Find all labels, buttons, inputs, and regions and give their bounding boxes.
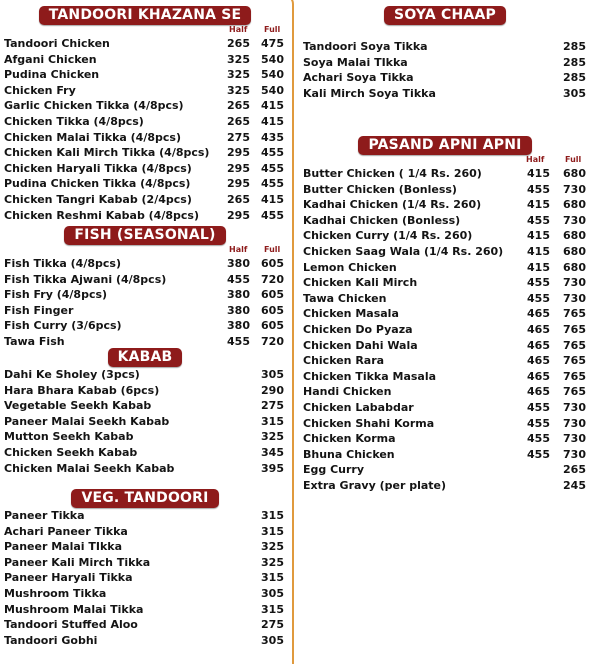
half-price: 380 bbox=[227, 303, 250, 317]
menu-item bbox=[300, 400, 590, 416]
item-name: Kali Mirch Soya Tikka bbox=[303, 86, 436, 100]
full-price: 730 bbox=[563, 276, 586, 290]
menu-item bbox=[0, 383, 290, 399]
item-name: Chicken Tikka Masala bbox=[303, 369, 437, 383]
menu-item bbox=[0, 461, 290, 477]
item-name: Achari Paneer Tikka bbox=[4, 524, 128, 538]
menu-item bbox=[300, 197, 590, 213]
menu-item bbox=[300, 244, 590, 260]
section-title: PASAND APNI APNI bbox=[358, 136, 531, 155]
full-price: 415 bbox=[261, 99, 284, 113]
half-price: 455 bbox=[527, 276, 550, 290]
menu-item bbox=[300, 431, 590, 447]
item-name: Chicken Saag Wala (1/4 Rs. 260) bbox=[303, 244, 504, 258]
item-name: Chicken Rara bbox=[303, 354, 385, 368]
item-name: Bhuna Chicken bbox=[303, 447, 395, 461]
item-name: Chicken Tangri Kabab (2/4pcs) bbox=[4, 192, 192, 206]
menu-item bbox=[300, 86, 590, 102]
item-name: Paneer Tikka bbox=[4, 509, 85, 522]
item-price: 290 bbox=[261, 383, 284, 397]
menu-section bbox=[300, 4, 590, 101]
menu-item bbox=[0, 570, 290, 586]
item-name: Mushroom Tikka bbox=[4, 586, 107, 600]
half-full-labels bbox=[300, 155, 590, 166]
half-price: 295 bbox=[227, 177, 250, 191]
item-name: Chicken Shahi Korma bbox=[303, 416, 435, 430]
item-name: Fish Fry (4/8pcs) bbox=[4, 288, 108, 302]
menu-item bbox=[0, 52, 290, 68]
menu-item bbox=[300, 70, 590, 86]
menu-item bbox=[0, 508, 290, 524]
full-price: 455 bbox=[261, 161, 284, 175]
menu-item bbox=[300, 291, 590, 307]
item-name: Tandoori Chicken bbox=[4, 37, 110, 50]
menu-item bbox=[0, 36, 290, 52]
menu-item bbox=[0, 586, 290, 602]
menu-item bbox=[0, 145, 290, 161]
item-name: Chicken Curry (1/4 Rs. 260) bbox=[303, 229, 473, 243]
menu-item bbox=[0, 161, 290, 177]
half-price: 455 bbox=[527, 416, 550, 430]
item-price: 325 bbox=[261, 430, 284, 444]
half-label: Half bbox=[526, 155, 545, 164]
item-name: Handi Chicken bbox=[303, 385, 392, 399]
menu-item bbox=[300, 369, 590, 385]
menu-item bbox=[0, 318, 290, 334]
half-price: 265 bbox=[227, 37, 250, 50]
item-name: Fish Curry (3/6pcs) bbox=[4, 319, 122, 333]
full-label: Full bbox=[264, 25, 281, 34]
full-price: 730 bbox=[563, 416, 586, 430]
item-name: Chicken Masala bbox=[303, 307, 399, 321]
item-name: Chicken Reshmi Kabab (4/8pcs) bbox=[4, 208, 199, 222]
menu-item bbox=[300, 478, 590, 494]
full-price: 475 bbox=[261, 37, 284, 50]
half-price: 325 bbox=[227, 52, 250, 66]
item-price: 285 bbox=[563, 55, 586, 69]
full-price: 415 bbox=[261, 192, 284, 206]
item-name: Garlic Chicken Tikka (4/8pcs) bbox=[4, 99, 184, 113]
section-title: SOYA CHAAP bbox=[384, 6, 506, 25]
menu-item bbox=[300, 182, 590, 198]
full-price: 765 bbox=[563, 322, 586, 336]
half-price: 325 bbox=[227, 68, 250, 82]
menu-item bbox=[300, 275, 590, 291]
full-price: 540 bbox=[261, 83, 284, 97]
item-name: Pudina Chicken Tikka (4/8pcs) bbox=[4, 177, 191, 191]
menu-item bbox=[300, 384, 590, 400]
item-name: Tandoori Stuffed Aloo bbox=[4, 618, 138, 632]
item-price: 315 bbox=[261, 509, 284, 522]
full-price: 765 bbox=[563, 354, 586, 368]
item-price: 305 bbox=[261, 368, 284, 381]
item-name: Extra Gravy (per plate) bbox=[303, 478, 447, 492]
item-name: Chicken Kali Mirch Tikka (4/8pcs) bbox=[4, 146, 210, 160]
item-price: 305 bbox=[261, 586, 284, 600]
menu-item bbox=[300, 416, 590, 432]
menu-item bbox=[0, 398, 290, 414]
half-full-labels bbox=[0, 245, 290, 256]
item-price: 275 bbox=[261, 399, 284, 413]
menu-section bbox=[0, 346, 290, 476]
item-name: Lemon Chicken bbox=[303, 260, 397, 274]
full-price: 245 bbox=[563, 478, 586, 492]
item-name: Afgani Chicken bbox=[4, 52, 97, 66]
item-name: Mutton Seekh Kabab bbox=[4, 430, 134, 444]
item-name: Tawa Fish bbox=[4, 334, 65, 348]
item-name: Chicken Dahi Wala bbox=[303, 338, 418, 352]
full-price: 765 bbox=[563, 307, 586, 321]
full-price: 605 bbox=[261, 257, 284, 270]
menu-item bbox=[300, 39, 590, 55]
full-price: 765 bbox=[563, 385, 586, 399]
full-label: Full bbox=[264, 245, 281, 254]
menu-item bbox=[0, 602, 290, 618]
menu-item bbox=[0, 67, 290, 83]
menu-item bbox=[0, 617, 290, 633]
full-price: 605 bbox=[261, 288, 284, 302]
half-price: 465 bbox=[527, 385, 550, 399]
full-price: 680 bbox=[563, 260, 586, 274]
half-label: Half bbox=[229, 245, 248, 254]
full-price: 730 bbox=[563, 447, 586, 461]
item-name: Paneer Kali Mirch Tikka bbox=[4, 555, 151, 569]
half-price: 455 bbox=[527, 213, 550, 227]
item-price: 315 bbox=[261, 414, 284, 428]
section-title: KABAB bbox=[108, 348, 183, 367]
item-name: Butter Chicken ( 1/4 Rs. 260) bbox=[303, 167, 482, 180]
item-name: Butter Chicken (Bonless) bbox=[303, 182, 457, 196]
half-price: 380 bbox=[227, 319, 250, 333]
section-header bbox=[0, 487, 290, 508]
menu-item bbox=[0, 524, 290, 540]
full-price: 730 bbox=[563, 182, 586, 196]
menu-item bbox=[0, 555, 290, 571]
half-price: 415 bbox=[527, 244, 550, 258]
full-price: 765 bbox=[563, 338, 586, 352]
menu-section bbox=[0, 224, 290, 350]
item-name: Chicken Kali Mirch bbox=[303, 276, 418, 290]
half-price: 415 bbox=[527, 229, 550, 243]
full-price: 540 bbox=[261, 52, 284, 66]
item-name: Chicken Malai Tikka (4/8pcs) bbox=[4, 130, 181, 144]
item-price: 325 bbox=[261, 540, 284, 554]
item-name: Fish Tikka Ajwani (4/8pcs) bbox=[4, 272, 167, 286]
menu-item bbox=[300, 322, 590, 338]
spacer bbox=[300, 25, 590, 39]
half-price: 265 bbox=[227, 192, 250, 206]
item-name: Paneer Malai Seekh Kabab bbox=[4, 414, 170, 428]
menu-item bbox=[300, 166, 590, 182]
menu-item bbox=[0, 414, 290, 430]
menu-item bbox=[0, 303, 290, 319]
item-name: Egg Curry bbox=[303, 463, 365, 477]
half-label: Half bbox=[229, 25, 248, 34]
half-price: 415 bbox=[527, 198, 550, 212]
half-price: 265 bbox=[227, 114, 250, 128]
item-price: 275 bbox=[261, 618, 284, 632]
menu-item bbox=[300, 228, 590, 244]
half-price: 455 bbox=[227, 272, 250, 286]
section-header bbox=[0, 346, 290, 367]
full-price: 605 bbox=[261, 303, 284, 317]
full-price: 680 bbox=[563, 198, 586, 212]
menu-item bbox=[0, 208, 290, 224]
section-header bbox=[0, 4, 290, 25]
full-price: 680 bbox=[563, 167, 586, 180]
item-name: Chicken Tikka (4/8pcs) bbox=[4, 114, 144, 128]
menu-item bbox=[0, 114, 290, 130]
section-title: FISH (SEASONAL) bbox=[64, 226, 225, 245]
item-name: Soya Malai TIkka bbox=[303, 55, 408, 69]
full-price: 455 bbox=[261, 208, 284, 222]
menu-item bbox=[0, 176, 290, 192]
item-price: 285 bbox=[563, 40, 586, 53]
item-price: 315 bbox=[261, 602, 284, 616]
menu-item bbox=[0, 256, 290, 272]
menu-item bbox=[0, 287, 290, 303]
menu-section bbox=[0, 4, 290, 223]
half-price: 465 bbox=[527, 354, 550, 368]
half-price: 380 bbox=[227, 257, 250, 270]
half-price: 325 bbox=[227, 83, 250, 97]
half-price: 295 bbox=[227, 208, 250, 222]
item-price: 345 bbox=[261, 445, 284, 459]
full-price: 265 bbox=[563, 463, 586, 477]
menu-item bbox=[300, 306, 590, 322]
item-name: Fish Tikka (4/8pcs) bbox=[4, 257, 121, 270]
full-price: 730 bbox=[563, 432, 586, 446]
item-name: Chicken Lababdar bbox=[303, 400, 414, 414]
section-title: VEG. TANDOORI bbox=[71, 489, 218, 508]
menu-item bbox=[0, 633, 290, 649]
half-full-labels bbox=[0, 25, 290, 36]
half-price: 465 bbox=[527, 369, 550, 383]
full-price: 415 bbox=[261, 114, 284, 128]
menu-item bbox=[300, 213, 590, 229]
full-price: 730 bbox=[563, 291, 586, 305]
menu-item bbox=[300, 462, 590, 478]
item-name: Vegetable Seekh Kabab bbox=[4, 399, 152, 413]
full-price: 455 bbox=[261, 177, 284, 191]
section-header bbox=[0, 224, 290, 245]
item-name: Kadhai Chicken (Bonless) bbox=[303, 213, 461, 227]
half-price: 275 bbox=[227, 130, 250, 144]
section-title: TANDOORI KHAZANA SE bbox=[39, 6, 252, 25]
menu-item bbox=[0, 445, 290, 461]
item-name: Hara Bhara Kabab (6pcs) bbox=[4, 383, 160, 397]
item-name: Dahi Ke Sholey (3pcs) bbox=[4, 368, 140, 381]
section-header bbox=[300, 134, 590, 155]
item-name: Chicken Korma bbox=[303, 432, 396, 446]
item-name: Paneer Haryali Tikka bbox=[4, 571, 133, 585]
menu-item bbox=[0, 272, 290, 288]
item-name: Pudina Chicken bbox=[4, 68, 100, 82]
item-price: 395 bbox=[261, 461, 284, 475]
half-price: 380 bbox=[227, 288, 250, 302]
menu-item bbox=[0, 98, 290, 114]
item-name: Tandoori Soya Tikka bbox=[303, 40, 428, 53]
menu-section bbox=[0, 487, 290, 648]
menu-item bbox=[300, 447, 590, 463]
full-price: 435 bbox=[261, 130, 284, 144]
half-price: 455 bbox=[527, 432, 550, 446]
full-price: 765 bbox=[563, 369, 586, 383]
menu-item bbox=[0, 367, 290, 383]
half-price: 465 bbox=[527, 322, 550, 336]
full-price: 540 bbox=[261, 68, 284, 82]
item-price: 325 bbox=[261, 555, 284, 569]
item-name: Chicken Haryali Tikka (4/8pcs) bbox=[4, 161, 192, 175]
item-name: Chicken Fry bbox=[4, 83, 76, 97]
half-price: 465 bbox=[527, 338, 550, 352]
half-price: 295 bbox=[227, 161, 250, 175]
item-name: Kadhai Chicken (1/4 Rs. 260) bbox=[303, 198, 482, 212]
full-price: 455 bbox=[261, 146, 284, 160]
item-price: 315 bbox=[261, 524, 284, 538]
item-name: Tandoori Gobhi bbox=[4, 633, 98, 647]
menu-item bbox=[300, 353, 590, 369]
half-price: 455 bbox=[227, 334, 250, 348]
half-price: 295 bbox=[227, 146, 250, 160]
full-price: 720 bbox=[261, 334, 284, 348]
menu-item bbox=[0, 130, 290, 146]
full-label: Full bbox=[565, 155, 582, 164]
full-price: 680 bbox=[563, 229, 586, 243]
full-price: 605 bbox=[261, 319, 284, 333]
item-name: Mushroom Malai Tikka bbox=[4, 602, 144, 616]
menu-item bbox=[300, 338, 590, 354]
item-price: 315 bbox=[261, 571, 284, 585]
full-price: 730 bbox=[563, 400, 586, 414]
item-name: Paneer Malai TIkka bbox=[4, 540, 123, 554]
menu-item bbox=[0, 192, 290, 208]
item-name: Chicken Do Pyaza bbox=[303, 322, 413, 336]
half-price: 455 bbox=[527, 291, 550, 305]
half-price: 415 bbox=[527, 260, 550, 274]
item-price: 285 bbox=[563, 71, 586, 85]
item-name: Achari Soya Tikka bbox=[303, 71, 414, 85]
section-header bbox=[300, 4, 590, 25]
item-price: 305 bbox=[261, 633, 284, 647]
half-price: 455 bbox=[527, 400, 550, 414]
menu-section bbox=[300, 134, 590, 493]
item-name: Fish Finger bbox=[4, 303, 74, 317]
item-price: 305 bbox=[563, 86, 586, 100]
full-price: 720 bbox=[261, 272, 284, 286]
half-price: 465 bbox=[527, 307, 550, 321]
half-price: 265 bbox=[227, 99, 250, 113]
menu-item bbox=[0, 83, 290, 99]
item-name: Tawa Chicken bbox=[303, 291, 387, 305]
half-price: 415 bbox=[527, 167, 550, 180]
menu-item bbox=[0, 539, 290, 555]
half-price: 455 bbox=[527, 447, 550, 461]
menu-item bbox=[0, 429, 290, 445]
item-name: Chicken Malai Seekh Kabab bbox=[4, 461, 175, 475]
half-price: 455 bbox=[527, 182, 550, 196]
item-name: Chicken Seekh Kabab bbox=[4, 445, 138, 459]
full-price: 680 bbox=[563, 244, 586, 258]
full-price: 730 bbox=[563, 213, 586, 227]
menu-item bbox=[300, 55, 590, 71]
menu-item bbox=[300, 260, 590, 276]
